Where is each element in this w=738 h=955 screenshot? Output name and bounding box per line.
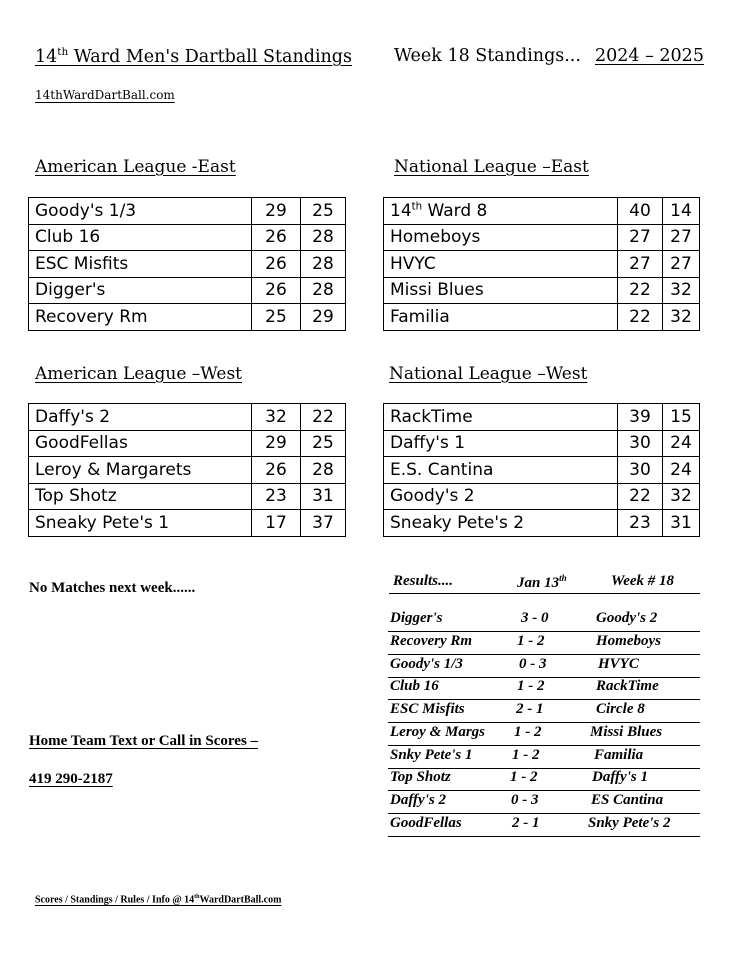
result-score: 2 - 1 <box>512 815 540 831</box>
no-matches-note: No Matches next week...... <box>29 580 196 596</box>
wins: 26 <box>252 277 301 304</box>
result-score: 1 - 2 <box>517 633 545 649</box>
week-label: Week 18 Standings... <box>394 46 581 66</box>
team-name: Missi Blues <box>384 277 618 304</box>
wins: 32 <box>252 404 301 431</box>
result-score: 1 - 2 <box>514 724 542 740</box>
result-score: 2 - 1 <box>516 701 544 717</box>
losses: 31 <box>663 510 700 537</box>
table-row <box>384 224 700 251</box>
wins: 30 <box>618 457 663 484</box>
footer-site: WardDartBall.com <box>199 894 282 906</box>
losses: 29 <box>301 304 346 331</box>
al-east-table <box>28 197 346 331</box>
wins: 22 <box>618 483 663 510</box>
losses: 31 <box>301 483 346 510</box>
losses: 28 <box>301 251 346 278</box>
losses: 28 <box>301 277 346 304</box>
losses: 15 <box>663 404 700 431</box>
nl-west-table <box>383 403 700 537</box>
wins: 22 <box>618 277 663 304</box>
result-home: Leroy & Margs <box>390 724 485 740</box>
title-number: 14 <box>35 46 58 67</box>
result-row <box>388 699 700 723</box>
table-row <box>29 510 346 537</box>
team-name: GoodFellas <box>29 430 252 457</box>
footer-label: Scores / Standings / Rules / Info @ 14 <box>35 894 195 906</box>
result-home: Snky Pete's 1 <box>390 747 473 763</box>
losses: 24 <box>663 457 700 484</box>
result-away: Familia <box>594 747 644 763</box>
wins: 25 <box>252 304 301 331</box>
result-score: 1 - 2 <box>512 747 540 763</box>
wins: 26 <box>252 251 301 278</box>
team-name: Club 16 <box>29 224 252 251</box>
results-header <box>389 573 700 594</box>
table-row <box>29 251 346 278</box>
table-row <box>384 198 700 225</box>
title-superscript: th <box>57 46 69 58</box>
team-name-text: Ward 8 <box>422 200 488 221</box>
team-name-superscript: th <box>411 201 423 213</box>
nl-east-title: National League –East <box>394 157 589 177</box>
table-row <box>29 404 346 431</box>
footer-text[interactable] <box>35 894 281 905</box>
website-link[interactable]: 14thWardDartBall.com <box>35 88 175 102</box>
table-row <box>384 457 700 484</box>
result-score: 0 - 3 <box>519 656 547 672</box>
title-text: Ward Men's Dartball Standings <box>68 46 352 67</box>
wins: 40 <box>618 198 663 225</box>
phone-number: 419 290-2187 <box>29 771 113 787</box>
result-away: ES Cantina <box>591 792 664 808</box>
team-name: ESC Misfits <box>29 251 252 278</box>
team-name: Homeboys <box>384 224 618 251</box>
wins: 27 <box>618 251 663 278</box>
table-row <box>29 483 346 510</box>
al-east-title: American League -East <box>35 157 236 177</box>
team-name-number: 14 <box>390 200 412 221</box>
result-home: Digger's <box>390 610 443 626</box>
result-row <box>388 813 700 837</box>
table-row <box>384 404 700 431</box>
wins: 22 <box>618 304 663 331</box>
nl-west-title: National League –West <box>389 364 588 384</box>
result-score: 3 - 0 <box>521 610 549 626</box>
wins: 26 <box>252 457 301 484</box>
result-home: Daffy's 2 <box>390 792 446 808</box>
result-away: RackTime <box>596 678 659 694</box>
result-score: 1 - 2 <box>517 678 545 694</box>
losses: 32 <box>663 277 700 304</box>
al-west-title: American League –West <box>35 364 243 384</box>
result-away: Daffy's 1 <box>592 769 648 785</box>
losses: 27 <box>663 251 700 278</box>
table-row <box>384 304 700 331</box>
results-week: Week # 18 <box>611 573 675 589</box>
team-name: Goody's 2 <box>384 483 618 510</box>
result-away: Goody's 2 <box>596 610 658 626</box>
team-name: Familia <box>384 304 618 331</box>
wins: 26 <box>252 224 301 251</box>
team-name <box>384 198 618 225</box>
season-label: 2024 – 2025 <box>595 46 704 66</box>
losses: 25 <box>301 430 346 457</box>
table-row <box>384 430 700 457</box>
result-score: 0 - 3 <box>511 792 539 808</box>
team-name: Daffy's 1 <box>384 430 618 457</box>
team-name: Leroy & Margarets <box>29 457 252 484</box>
losses: 25 <box>301 198 346 225</box>
result-away: Circle 8 <box>596 701 645 717</box>
al-west-table <box>28 403 346 537</box>
footer-superscript: th <box>194 894 200 900</box>
table-row <box>384 510 700 537</box>
table-row <box>29 430 346 457</box>
losses: 32 <box>663 483 700 510</box>
wins: 23 <box>618 510 663 537</box>
results-date-text: Jan 13 <box>517 575 560 591</box>
result-home: Goody's 1/3 <box>390 656 463 672</box>
result-row <box>388 767 700 791</box>
result-row <box>388 654 700 678</box>
table-row <box>29 304 346 331</box>
result-home: ESC Misfits <box>390 701 465 717</box>
team-name: Digger's <box>29 277 252 304</box>
losses: 32 <box>663 304 700 331</box>
result-home: Club 16 <box>390 678 439 694</box>
losses: 24 <box>663 430 700 457</box>
team-name: Daffy's 2 <box>29 404 252 431</box>
table-row <box>384 483 700 510</box>
page-title <box>35 46 352 67</box>
losses: 28 <box>301 224 346 251</box>
home-team-note: Home Team Text or Call in Scores – <box>29 733 259 749</box>
team-name: RackTime <box>384 404 618 431</box>
wins: 27 <box>618 224 663 251</box>
wins: 30 <box>618 430 663 457</box>
result-row <box>388 608 700 632</box>
result-score: 1 - 2 <box>510 769 538 785</box>
result-home: Recovery Rm <box>390 633 473 649</box>
team-name: HVYC <box>384 251 618 278</box>
result-away: Missi Blues <box>590 724 663 740</box>
result-home: Top Shotz <box>390 769 451 785</box>
wins: 39 <box>618 404 663 431</box>
nl-east-table <box>383 197 700 331</box>
results-date-superscript: th <box>559 573 567 583</box>
results-label: Results.... <box>393 573 454 589</box>
result-home: GoodFellas <box>390 815 462 831</box>
table-row <box>384 251 700 278</box>
result-row <box>388 676 700 700</box>
result-away: HVYC <box>598 656 639 672</box>
losses: 27 <box>663 224 700 251</box>
wins: 29 <box>252 198 301 225</box>
results-date <box>517 573 567 592</box>
result-row <box>388 722 700 746</box>
losses: 14 <box>663 198 700 225</box>
team-name: Sneaky Pete's 1 <box>29 510 252 537</box>
wins: 23 <box>252 483 301 510</box>
losses: 37 <box>301 510 346 537</box>
result-row <box>388 790 700 814</box>
wins: 17 <box>252 510 301 537</box>
result-row <box>388 631 700 655</box>
table-row <box>29 277 346 304</box>
result-away: Homeboys <box>596 633 661 649</box>
losses: 22 <box>301 404 346 431</box>
team-name: Sneaky Pete's 2 <box>384 510 618 537</box>
table-row <box>29 224 346 251</box>
result-row <box>388 745 700 769</box>
table-row <box>384 277 700 304</box>
losses: 28 <box>301 457 346 484</box>
table-row <box>29 457 346 484</box>
team-name: Recovery Rm <box>29 304 252 331</box>
team-name: Goody's 1/3 <box>29 198 252 225</box>
wins: 29 <box>252 430 301 457</box>
team-name: E.S. Cantina <box>384 457 618 484</box>
table-row <box>29 198 346 225</box>
result-away: Snky Pete's 2 <box>588 815 671 831</box>
team-name: Top Shotz <box>29 483 252 510</box>
